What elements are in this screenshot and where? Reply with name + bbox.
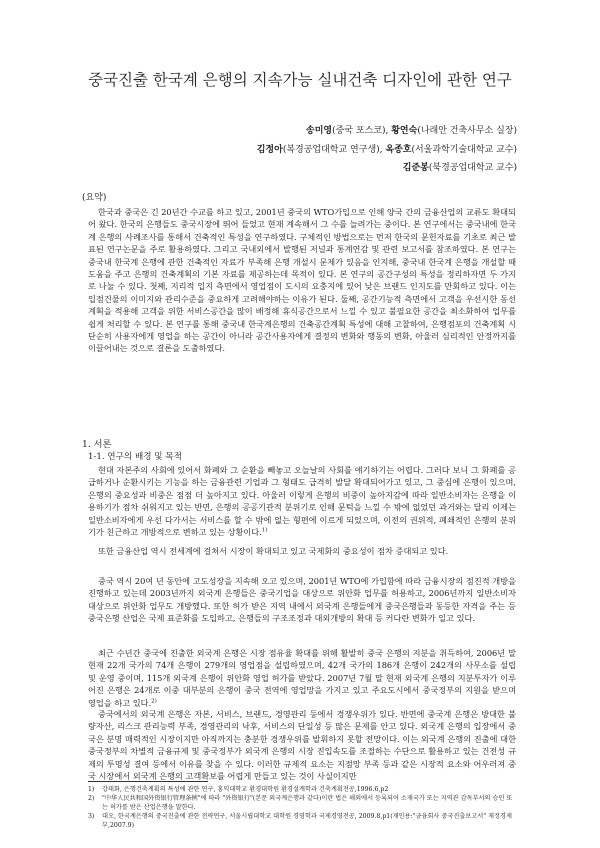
footnote-item — [88, 794, 518, 812]
paragraph-text: 현대 자본주의 사회에 있어서 화폐와 그 순환을 빼놓고 오늘날의 사회를 얘기하기는 어렵다. 그러다 보니 그 화폐를 공급하거나 순환시키는 기능을 하는 금융관련 기업과 그 형태도 급격히 발달 확대되어가고 있고, 그 중심에 은행이 있으며, 은행의 중요성과 비중은 점점 더 높아지고 있다. 아울러 이렇게 은행의 비중이 높아지감에 따라 일반소비자는 은행을 이용하기가 점차 쉬워지고 있는 반면, 은행의 공공기관적 분위기로 인해 문턱을 느낄 수 밖에 없었던 과거와는 달리 이제는 일반소비자에게 우선 다가서는 서비스를 할 수 밖에 없는 형편에 이르게 되었으며, 이전의 권위적, 폐쇄적인 은행의 분위기가 친근하고 개방적으로 변하고 있는 상황이다. — [88, 465, 516, 538]
paragraph-text: 최근 수년간 중국에 진출한 외국계 은행은 시장 점유율 확대를 위해 활발히 중국 은행의 지분을 취득하여, 2006년 말 현재 22개 국가의 74개 은행이 279개의 영업점을 설립하였으며, 42개 국가의 186개 은행이 242개의 사무소를 설립 및 운영 중이며, 115개 외국계 은행이 위안화 영업 허가를 받았다. 2007년 7월 말 현재 외국계 은행의 지분투자가 이루어진 은행은 24개로 이중 대부분의 은행이 중국 전역에 영업망을 가지고 있고 주요도시에서 중국정부의 지원을 받으며 영업을 하고 있다. — [88, 648, 516, 708]
abstract-heading: (요약) — [82, 193, 107, 203]
body-paragraph — [88, 647, 516, 709]
author-affiliation: (나래안 건축사무소 실장) — [417, 126, 517, 136]
footnote-number: 3) — [88, 813, 95, 820]
author-affiliation: (서울과학기술대학교 교수) — [411, 144, 517, 155]
author-name: 김준봉 — [402, 163, 429, 173]
footnote-item — [88, 785, 518, 794]
footnote-text: 대오, 한국계은행의 중국진출에 관한 전략연구, 서울시립대학교 대학원 경영학과 국제경영전공, 2009.8,p1(재인용:"금융회사 중국진출보고서" 재정경제부,2007.9) — [102, 813, 512, 829]
paper-title: 중국진출 한국계 은행의 지속가능 실내건축 디자인에 관한 연구 — [88, 71, 512, 89]
author-line-2 — [257, 141, 517, 160]
author-affiliation: (북경공업대학교 교수) — [428, 163, 517, 173]
footnote-ref: 1) — [261, 527, 268, 534]
footnote-ref: 2) — [151, 697, 157, 704]
body-paragraph — [88, 464, 516, 538]
footnotes — [88, 785, 518, 830]
footnote-divider — [88, 781, 208, 782]
abstract-body: 한국과 중국은 긴 20년간 수교를 하고 있고, 2001년 중국의 WTO가입으로 인해 양국 간의 금융산업의 교류도 확대되어 왔다. 한국의 은행들도 중국시장에 뛰어 들었고 현재 계속해서 그 수를 늘려가는 중이다. 본 연구에서는 중국내에 한국계 은행의 사례조사를 통해서 건축적인 특성을 연구하였다. 구체적인 방법으로는 먼저 한국의 문헌자료를 기초로 최근 발표된 연구논문을 주로 활용하였다. 그리고 국내외에서 발행된 저널과 통계연감 및 관련 보고서를 참조하였다. 본 연구는 중국내 한국계 은행에 관한 건축적인 자료가 부족해 은행 개설시 문제가 있음을 인지해, 중국내 한국계 은행을 개설할 때 도움을 주고 은행의 건축계획의 기본 자료를 제공하는데 목적이 있다. 본 연구의 공간구성의 특성을 정리하자면 두 가지로 나눌 수 있다. 첫째, 지리적 입지 측면에서 영업점이 도시의 요충지에 있어 낮은 브랜드 인지도를 만회하고 있다. 이는 입점건물의 이미지와 관리수준을 중요하게 고려해야하는 이유가 된다. 둘째, 공간기능적 측면에서 고객을 우선시한 동선계획을 적용해 고객을 위한 서비스공간을 많이 배정해 휴식공간으로서 느낄 수 있고 불필요한 공간을 최소화하여 업무를 쉽게 처리할 수 있다. 본 연구를 통해 중국내 한국계은행의 건축공간계획 특성에 대해 고찰하여, 은행점포의 건축계획 시 단순히 사용자에게 영업을 하는 공간이 아니라 공간사용자에게 결정의 변화와 행동의 변화, 아울러 심리적인 안정까지를 이끌어내는 것으로 결론을 도출하였다. — [88, 207, 516, 354]
footnote-number: 2) — [88, 795, 95, 802]
body-paragraph: 또한 금융산업 역시 전세계에 걸쳐서 시장이 확대되고 있고 국제화의 중요성이 점차 증대되고 있다. — [98, 546, 449, 556]
author-line-1 — [257, 122, 517, 141]
section-heading: 1. 서론 — [82, 439, 112, 450]
author-name: 황연숙 — [391, 126, 418, 136]
author-affiliation: (복경공업대학교 연구생), — [282, 144, 386, 155]
body-paragraph: 중국에서의 외국계 은행은 자본, 서비스, 브랜드, 경영관리 등에서 경쟁우위가 있다. 반면에 중국계 은행은 방대한 불량자산, 리스크 관리능력 부족, 경영관리의 낙후, 서비스의 단일성 등 많은 문제를 안고 있다. 외국계 은행의 입장에서 중국은 분명 매력적인 시장이지만 아직까지는 충분한 경쟁우위를 발휘하지 못할 전망이다. 이는 외국계 은행의 진출에 대한 중국정부의 차별적 금융규제 및 중국정부가 외국계 은행의 시장 진입속도를 조절하는 수단으로 활용하고 있는 건전성 규제의 투명성 결여 등에서 이유를 찾을 수 있다. 이러한 규제적 요소는 지점망 부족 등과 같은 시장적 요소와 어우러져 중국 시장에서 외국계 은행의 고객확보를 어렵게 만들고 있는 것이 사실이지만 — [88, 709, 516, 782]
author-affiliation: (중국 포스코), — [332, 126, 392, 136]
footnote-text: 강태화, 은행건축계획의 특성에 관한 연구, 홍익대학교 환경대학원 환경설계학과 건축계획전공,1996.6,p2 — [102, 786, 389, 793]
footnote-number: 1) — [88, 786, 95, 793]
author-list — [257, 122, 517, 178]
author-line-3 — [257, 159, 517, 178]
author-name: 김정아 — [256, 144, 283, 155]
footnote-text: "中华人民共和国外资银行管理条例"에 따라 "外资银行"(본문 외국계은행과 같다)이란 법은 해외에서 등록되어 소재국가 또는 지역관 감독부서의 승인 또는 허가를 받은 산업은행을 말한다. — [102, 795, 513, 811]
body-paragraph: 중국 역시 20여 년 동안에 고도성장을 지속해 오고 있으며, 2001년 WTO에 가입함에 따라 금융시장의 점진적 개방을 진행하고 있는데 2003년까지 외국계 은행들은 중국기업을 대상으로 위안화 업무를 허용하고, 2006년까지 일반소비자 대상으로 위안화 업무도 개방했다. 또한 허가 받은 지역 내에서 외국계 은행들에게 중국은행들과 동등한 자격을 주는 등 중국은행 산업은 국제 표준화를 도입하고, 은행들의 구조조정과 대외개방의 확대 등 커다란 변화가 일고 있다. — [88, 576, 516, 624]
footnote-item — [88, 812, 518, 830]
subsection-heading: 1-1. 연구의 배경 및 목적 — [88, 452, 182, 462]
author-name: 옥종호 — [385, 144, 412, 155]
author-name: 송미영 — [306, 126, 333, 136]
